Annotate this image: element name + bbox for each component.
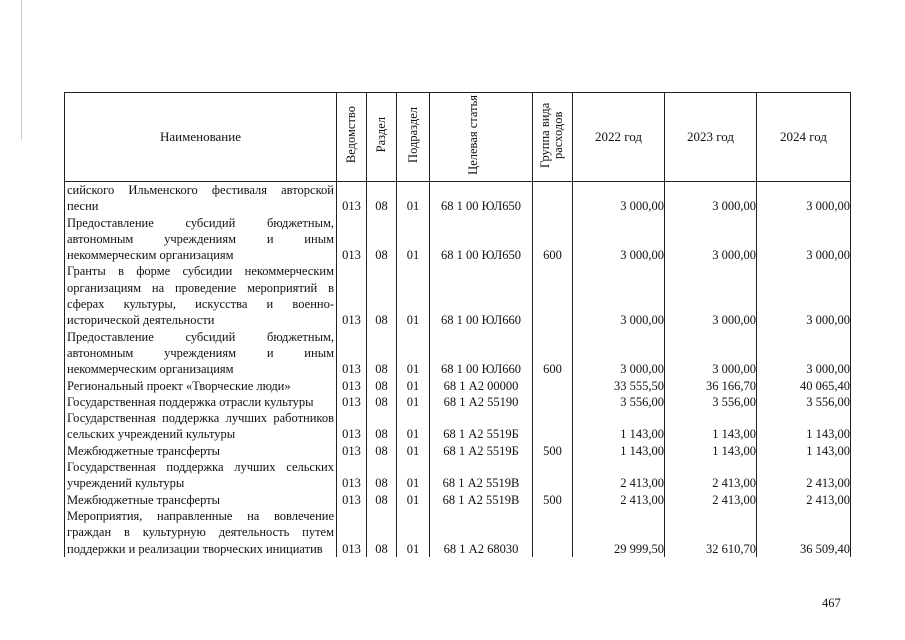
row-dept: 013 bbox=[337, 378, 367, 394]
row-2023: 32 610,70 bbox=[665, 508, 757, 557]
row-subsection: 01 bbox=[397, 329, 430, 378]
row-2024: 1 143,00 bbox=[757, 410, 851, 443]
table-row bbox=[65, 263, 851, 328]
row-dept: 013 bbox=[337, 443, 367, 459]
row-2022: 3 000,00 bbox=[573, 263, 665, 328]
row-2022: 3 000,00 bbox=[573, 215, 665, 264]
header-dept: Ведомство bbox=[337, 93, 367, 182]
scan-margin-line bbox=[21, 0, 22, 140]
row-subsection: 01 bbox=[397, 263, 430, 328]
table-row bbox=[65, 492, 851, 508]
header-name: Наименование bbox=[65, 93, 337, 182]
row-target: 68 1 00 ЮЛ660 bbox=[430, 263, 533, 328]
row-2022: 33 555,50 bbox=[573, 378, 665, 394]
row-2022: 2 413,00 bbox=[573, 459, 665, 492]
row-2023: 1 143,00 bbox=[665, 410, 757, 443]
row-2023: 3 000,00 bbox=[665, 329, 757, 378]
row-target: 68 1 А2 5519Б bbox=[430, 443, 533, 459]
page-number: 467 bbox=[822, 596, 841, 610]
row-dept: 013 bbox=[337, 508, 367, 557]
row-2023: 3 000,00 bbox=[665, 263, 757, 328]
row-2023: 2 413,00 bbox=[665, 492, 757, 508]
row-2023: 36 166,70 bbox=[665, 378, 757, 394]
header-group: Группа вида расходов bbox=[533, 93, 573, 182]
row-subsection: 01 bbox=[397, 215, 430, 264]
row-name: Государственная поддержка отрасли культуры bbox=[65, 394, 337, 410]
row-target: 68 1 А2 00000 bbox=[430, 378, 533, 394]
table-row bbox=[65, 443, 851, 459]
row-group: 500 bbox=[533, 492, 573, 508]
row-2024: 40 065,40 bbox=[757, 378, 851, 394]
row-2022: 1 143,00 bbox=[573, 443, 665, 459]
row-2024: 36 509,40 bbox=[757, 508, 851, 557]
row-2023: 2 413,00 bbox=[665, 459, 757, 492]
row-2023: 3 000,00 bbox=[665, 182, 757, 215]
row-dept: 013 bbox=[337, 215, 367, 264]
row-section: 08 bbox=[367, 378, 397, 394]
row-name: Межбюджетные трансферты bbox=[65, 492, 337, 508]
row-dept: 013 bbox=[337, 410, 367, 443]
row-dept: 013 bbox=[337, 263, 367, 328]
row-section: 08 bbox=[367, 443, 397, 459]
header-2024: 2024 год bbox=[757, 93, 851, 182]
table-row bbox=[65, 410, 851, 443]
row-section: 08 bbox=[367, 459, 397, 492]
row-2024: 3 556,00 bbox=[757, 394, 851, 410]
row-name: Региональный проект «Творческие люди» bbox=[65, 378, 337, 394]
row-2024: 3 000,00 bbox=[757, 182, 851, 215]
row-target: 68 1 А2 68030 bbox=[430, 508, 533, 557]
row-section: 08 bbox=[367, 263, 397, 328]
row-2022: 3 000,00 bbox=[573, 329, 665, 378]
row-group bbox=[533, 378, 573, 394]
row-group: 600 bbox=[533, 215, 573, 264]
header-2023: 2023 год bbox=[665, 93, 757, 182]
row-dept: 013 bbox=[337, 492, 367, 508]
row-target: 68 1 00 ЮЛ650 bbox=[430, 182, 533, 215]
row-2024: 3 000,00 bbox=[757, 329, 851, 378]
row-2022: 1 143,00 bbox=[573, 410, 665, 443]
header-subsection: Подраздел bbox=[397, 93, 430, 182]
row-2022: 3 000,00 bbox=[573, 182, 665, 215]
budget-table bbox=[64, 92, 851, 557]
row-subsection: 01 bbox=[397, 443, 430, 459]
row-name: Предоставление субсидий бюджетным, автономным учреждениям и иным некоммерческим организациям bbox=[65, 329, 337, 378]
row-group bbox=[533, 410, 573, 443]
row-2022: 29 999,50 bbox=[573, 508, 665, 557]
row-section: 08 bbox=[367, 329, 397, 378]
row-2022: 3 556,00 bbox=[573, 394, 665, 410]
row-group bbox=[533, 459, 573, 492]
row-subsection: 01 bbox=[397, 492, 430, 508]
row-subsection: 01 bbox=[397, 378, 430, 394]
row-2024: 3 000,00 bbox=[757, 215, 851, 264]
row-section: 08 bbox=[367, 492, 397, 508]
row-2023: 1 143,00 bbox=[665, 443, 757, 459]
row-group bbox=[533, 508, 573, 557]
row-2024: 3 000,00 bbox=[757, 263, 851, 328]
row-2024: 1 143,00 bbox=[757, 443, 851, 459]
row-2023: 3 000,00 bbox=[665, 215, 757, 264]
row-name: Гранты в форме субсидии некоммерческим организациям на проведение мероприятий в сферах культуры, искусства и военно-исторической деятельности bbox=[65, 263, 337, 328]
row-target: 68 1 А2 5519В bbox=[430, 492, 533, 508]
row-section: 08 bbox=[367, 394, 397, 410]
row-2024: 2 413,00 bbox=[757, 459, 851, 492]
row-section: 08 bbox=[367, 508, 397, 557]
row-section: 08 bbox=[367, 410, 397, 443]
header-2022: 2022 год bbox=[573, 93, 665, 182]
row-name: Мероприятия, направленные на вовлечение граждан в культурную деятельность путем поддержки и реализации творческих инициатив bbox=[65, 508, 337, 557]
table-row bbox=[65, 378, 851, 394]
budget-table-wrapper bbox=[64, 92, 850, 557]
row-name: Межбюджетные трансферты bbox=[65, 443, 337, 459]
row-group bbox=[533, 182, 573, 215]
row-name: Предоставление субсидий бюджетным, автономным учреждениям и иным некоммерческим организациям bbox=[65, 215, 337, 264]
header-section: Раздел bbox=[367, 93, 397, 182]
table-row bbox=[65, 329, 851, 378]
row-subsection: 01 bbox=[397, 508, 430, 557]
row-group bbox=[533, 263, 573, 328]
row-subsection: 01 bbox=[397, 459, 430, 492]
row-group: 600 bbox=[533, 329, 573, 378]
header-target: Целевая статья bbox=[430, 93, 533, 182]
row-target: 68 1 А2 5519В bbox=[430, 459, 533, 492]
row-subsection: 01 bbox=[397, 182, 430, 215]
row-section: 08 bbox=[367, 182, 397, 215]
row-subsection: 01 bbox=[397, 394, 430, 410]
row-dept: 013 bbox=[337, 394, 367, 410]
row-name: сийского Ильменского фестиваля авторской песни bbox=[65, 182, 337, 215]
row-name: Государственная поддержка лучших работников сельских учреждений культуры bbox=[65, 410, 337, 443]
table-row bbox=[65, 215, 851, 264]
table-row bbox=[65, 394, 851, 410]
table-row bbox=[65, 459, 851, 492]
row-2023: 3 556,00 bbox=[665, 394, 757, 410]
row-subsection: 01 bbox=[397, 410, 430, 443]
row-name: Государственная поддержка лучших сельских учреждений культуры bbox=[65, 459, 337, 492]
row-target: 68 1 00 ЮЛ660 bbox=[430, 329, 533, 378]
row-dept: 013 bbox=[337, 182, 367, 215]
table-row bbox=[65, 182, 851, 215]
row-target: 68 1 А2 55190 bbox=[430, 394, 533, 410]
row-target: 68 1 00 ЮЛ650 bbox=[430, 215, 533, 264]
row-2022: 2 413,00 bbox=[573, 492, 665, 508]
row-section: 08 bbox=[367, 215, 397, 264]
row-group: 500 bbox=[533, 443, 573, 459]
row-target: 68 1 А2 5519Б bbox=[430, 410, 533, 443]
row-dept: 013 bbox=[337, 459, 367, 492]
row-2024: 2 413,00 bbox=[757, 492, 851, 508]
table-row bbox=[65, 508, 851, 557]
table-header-row bbox=[65, 93, 851, 182]
row-dept: 013 bbox=[337, 329, 367, 378]
row-group bbox=[533, 394, 573, 410]
